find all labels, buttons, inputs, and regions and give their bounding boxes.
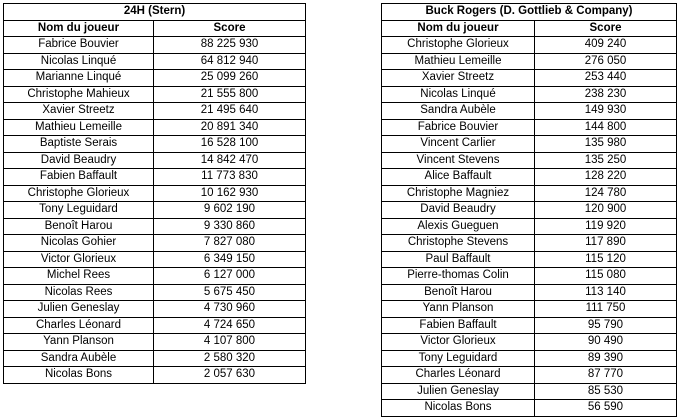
table-body [4,37,306,384]
player-name-cell: Fabrice Bouvier [4,37,154,54]
player-name-cell: Tony Leguidard [4,202,154,219]
score-cell: 56 590 [535,400,677,417]
score-table-24h [3,3,306,384]
table-row [4,202,306,219]
score-cell: 124 780 [535,185,677,202]
player-name-cell: David Beaudry [382,202,535,219]
score-cell: 4 724 650 [154,317,306,334]
table-row [4,284,306,301]
score-cell: 4 107 800 [154,334,306,351]
player-name-cell: David Beaudry [4,152,154,169]
score-cell: 95 790 [535,317,677,334]
table-row [4,367,306,384]
player-name-cell: Benoît Harou [382,284,535,301]
table-row [4,251,306,268]
table-row [382,202,677,219]
score-cell: 25 099 260 [154,70,306,87]
score-cell: 9 330 860 [154,218,306,235]
table-row [382,218,677,235]
column-header-score: Score [154,20,306,37]
table-row [4,317,306,334]
table-header-row [382,20,677,37]
player-name-cell: Nicolas Bons [4,367,154,384]
table-header-row [4,20,306,37]
score-cell: 115 080 [535,268,677,285]
table-row [4,37,306,54]
table-row [4,350,306,367]
table-row [382,136,677,153]
score-cell: 135 980 [535,136,677,153]
table-row [382,37,677,54]
player-name-cell: Michel Rees [4,268,154,285]
player-name-cell: Nicolas Gohier [4,235,154,252]
player-name-cell: Fabien Baffault [4,169,154,186]
table-row [382,70,677,87]
table-row [4,185,306,202]
table-row [4,53,306,70]
score-cell: 5 675 450 [154,284,306,301]
table-row [382,268,677,285]
score-cell: 120 900 [535,202,677,219]
score-cell: 2 580 320 [154,350,306,367]
column-header-player: Nom du joueur [4,20,154,37]
score-cell: 144 800 [535,119,677,136]
column-header-player: Nom du joueur [382,20,535,37]
player-name-cell: Vincent Stevens [382,152,535,169]
score-table-buck-rogers [381,3,677,417]
score-cell: 90 490 [535,334,677,351]
player-name-cell: Christophe Mahieux [4,86,154,103]
table-row [382,284,677,301]
table-row [382,119,677,136]
player-name-cell: Charles Léonard [382,367,535,384]
table-title: Buck Rogers (D. Gottlieb & Company) [382,4,677,21]
table-row [382,169,677,186]
table-row [382,301,677,318]
table-row [382,235,677,252]
table-row [382,103,677,120]
player-name-cell: Marianne Linqué [4,70,154,87]
score-cell: 149 930 [535,103,677,120]
player-name-cell: Victor Glorieux [382,334,535,351]
player-name-cell: Sandra Aubèle [382,103,535,120]
table-row [4,152,306,169]
table-title-row [4,4,306,21]
table-row [382,152,677,169]
table-title: 24H (Stern) [4,4,306,21]
player-name-cell: Vincent Carlier [382,136,535,153]
player-name-cell: Alexis Gueguen [382,218,535,235]
score-cell: 253 440 [535,70,677,87]
player-name-cell: Benoît Harou [4,218,154,235]
table-row [382,367,677,384]
player-name-cell: Xavier Streetz [382,70,535,87]
score-cell: 21 555 800 [154,86,306,103]
table-row [4,86,306,103]
player-name-cell: Pierre-thomas Colin [382,268,535,285]
table-row [382,86,677,103]
player-name-cell: Nicolas Linqué [382,86,535,103]
table-row [4,235,306,252]
player-name-cell: Alice Baffault [382,169,535,186]
score-cell: 64 812 940 [154,53,306,70]
player-name-cell: Nicolas Linqué [4,53,154,70]
player-name-cell: Yann Planson [4,334,154,351]
score-cell: 87 770 [535,367,677,384]
score-cell: 117 890 [535,235,677,252]
score-cell: 16 528 100 [154,136,306,153]
score-cell: 238 230 [535,86,677,103]
table-row [4,218,306,235]
score-cell: 113 140 [535,284,677,301]
score-cell: 85 530 [535,383,677,400]
table-row [382,383,677,400]
player-name-cell: Mathieu Lemeille [382,53,535,70]
player-name-cell: Baptiste Serais [4,136,154,153]
player-name-cell: Nicolas Rees [4,284,154,301]
player-name-cell: Tony Leguidard [382,350,535,367]
score-cell: 409 240 [535,37,677,54]
table-body [382,37,677,417]
player-name-cell: Yann Planson [382,301,535,318]
table-row [4,103,306,120]
score-cell: 276 050 [535,53,677,70]
table-row [4,70,306,87]
table-row [382,185,677,202]
score-cell: 128 220 [535,169,677,186]
table-row [4,268,306,285]
table-row [382,317,677,334]
table-title-row [382,4,677,21]
player-name-cell: Julien Geneslay [4,301,154,318]
table-row [4,301,306,318]
score-cell: 88 225 930 [154,37,306,54]
score-cell: 7 827 080 [154,235,306,252]
score-cell: 10 162 930 [154,185,306,202]
score-cell: 6 349 150 [154,251,306,268]
score-cell: 21 495 640 [154,103,306,120]
player-name-cell: Julien Geneslay [382,383,535,400]
score-cell: 20 891 340 [154,119,306,136]
player-name-cell: Charles Léonard [4,317,154,334]
score-cell: 6 127 000 [154,268,306,285]
player-name-cell: Christophe Glorieux [4,185,154,202]
player-name-cell: Christophe Magniez [382,185,535,202]
score-cell: 11 773 830 [154,169,306,186]
player-name-cell: Nicolas Bons [382,400,535,417]
column-header-score: Score [535,20,677,37]
player-name-cell: Victor Glorieux [4,251,154,268]
score-cell: 14 842 470 [154,152,306,169]
player-name-cell: Fabrice Bouvier [382,119,535,136]
player-name-cell: Fabien Baffault [382,317,535,334]
score-cell: 119 920 [535,218,677,235]
score-cell: 9 602 190 [154,202,306,219]
score-cell: 111 750 [535,301,677,318]
table-row [382,400,677,417]
score-cell: 4 730 960 [154,301,306,318]
table-row [382,334,677,351]
score-cell: 89 390 [535,350,677,367]
player-name-cell: Christophe Glorieux [382,37,535,54]
table-row [382,53,677,70]
player-name-cell: Sandra Aubèle [4,350,154,367]
player-name-cell: Christophe Stevens [382,235,535,252]
table-row [382,251,677,268]
table-row [4,136,306,153]
table-row [382,350,677,367]
score-cell: 2 057 630 [154,367,306,384]
score-cell: 135 250 [535,152,677,169]
player-name-cell: Paul Baffault [382,251,535,268]
table-row [4,119,306,136]
table-row [4,334,306,351]
score-cell: 115 120 [535,251,677,268]
player-name-cell: Xavier Streetz [4,103,154,120]
table-row [4,169,306,186]
player-name-cell: Mathieu Lemeille [4,119,154,136]
